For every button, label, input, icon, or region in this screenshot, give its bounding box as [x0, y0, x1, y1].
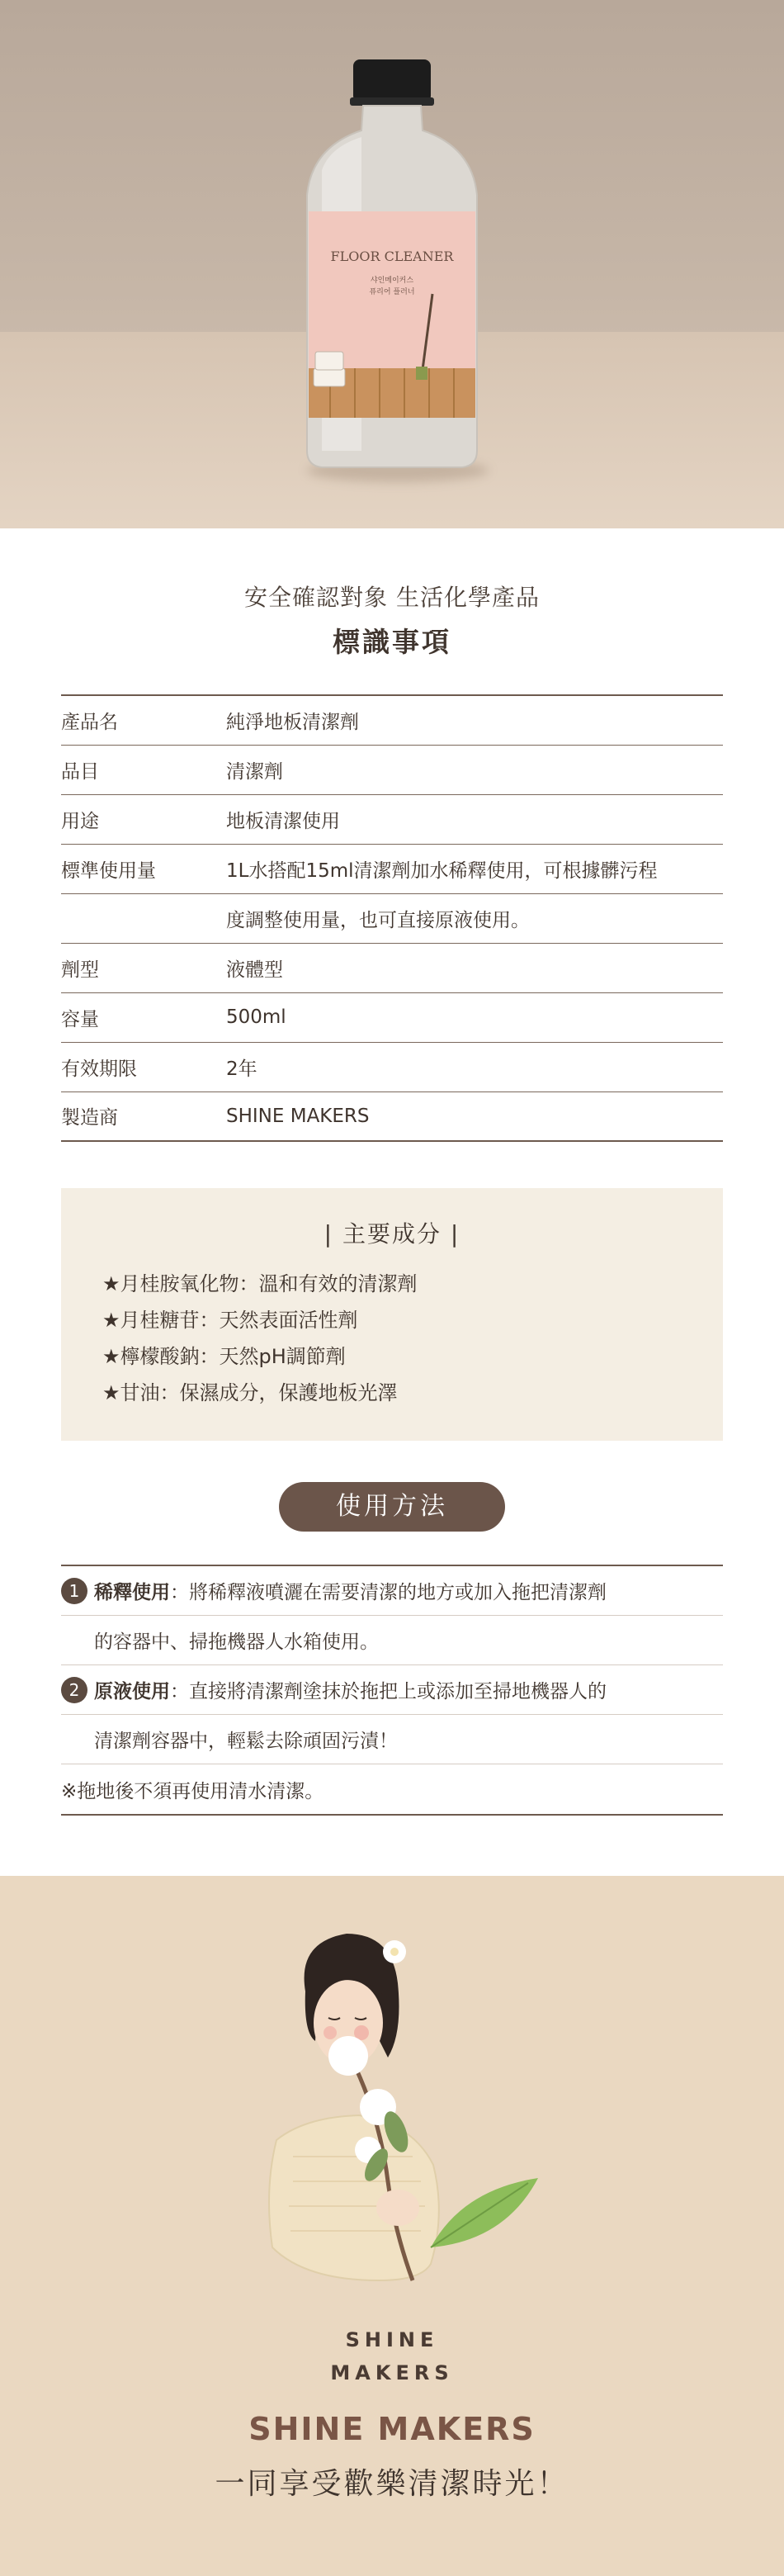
step-number-badge: 1	[61, 1578, 87, 1604]
spec-value: SHINE MAKERS	[226, 1105, 370, 1127]
spec-value: 清潔劑	[226, 745, 723, 794]
step-number-badge: 2	[61, 1677, 87, 1703]
woman-with-cotton-illustration	[215, 1917, 569, 2346]
spec-key: 製造商	[61, 1107, 118, 1129]
usage-step-1	[61, 1566, 723, 1616]
step-text: 的容器中、掃拖機器人水箱使用。	[94, 1631, 379, 1653]
spec-row	[61, 992, 723, 1042]
spec-row	[61, 844, 723, 893]
spec-key: 容量	[61, 992, 226, 1042]
spec-value: 2年	[226, 1042, 723, 1091]
spec-row	[61, 745, 723, 794]
spec-row	[61, 794, 723, 844]
spec-key: 標準使用量	[61, 844, 226, 893]
spec-value: 度調整使用量，也可直接原液使用。	[226, 893, 723, 943]
usage-note: ※拖地後不須再使用清水清潔。	[61, 1780, 324, 1802]
ingredient-item: ★檸檬酸鈉：天然pH調節劑	[102, 1345, 346, 1368]
bottle-cap-ring	[350, 97, 434, 106]
usage-note-row	[61, 1764, 723, 1814]
step-heading: 稀釋使用	[94, 1582, 170, 1603]
spec-row	[61, 1091, 723, 1141]
spec-value: 純淨地板清潔劑	[226, 695, 723, 745]
step-text: ：直接將清潔劑塗抹於拖把上或添加至掃地機器人的	[170, 1681, 607, 1702]
brand-slogan: 一同享受歡樂清潔時光！	[215, 2467, 569, 2501]
spec-section	[0, 528, 784, 1142]
spec-value: 1L水搭配15ml清潔劑加水稀釋使用，可根據髒污程	[226, 844, 723, 893]
spec-key: 劑型	[61, 943, 226, 992]
ingredient-item: ★月桂胺氧化物：溫和有效的清潔劑	[102, 1272, 418, 1295]
usage-step-2-continued	[61, 1715, 723, 1764]
bottle-cap	[353, 59, 431, 102]
ingredient-item: ★月桂糖苷：天然表面活性劑	[102, 1309, 358, 1332]
brand-logo-line1: SHINE	[345, 2328, 439, 2351]
spec-row-continued	[61, 893, 723, 943]
ingredient-item: ★甘油：保濕成分，保護地板光澤	[102, 1381, 398, 1404]
usage-heading-pill: 使用方法	[279, 1482, 505, 1532]
cotton-boll	[328, 2036, 368, 2076]
hero-product-photo	[0, 0, 784, 528]
bottle-label-ko-2: 퓨리어 플러너	[369, 288, 415, 296]
spec-key: 品目	[61, 745, 226, 794]
ingredients-title: | 主要成分 |	[324, 1220, 460, 1248]
brand-logo-line2: MAKERS	[330, 2361, 454, 2384]
brand-footer	[0, 1876, 784, 2576]
towel-icon	[314, 368, 345, 386]
spec-row	[61, 695, 723, 745]
spec-key: 用途	[61, 794, 226, 844]
spec-value: 地板清潔使用	[226, 794, 723, 844]
spec-title: 標識事項	[333, 626, 451, 658]
spec-value: 500ml	[226, 992, 723, 1042]
brand-name: SHINE MAKERS	[248, 2411, 536, 2447]
usage-step-2	[61, 1665, 723, 1715]
bottle-label-ko-1: 샤인메이커스	[370, 277, 414, 285]
spec-row	[61, 1042, 723, 1091]
spec-key: 產品名	[61, 695, 226, 745]
spec-key: 有效期限	[61, 1042, 226, 1091]
bottle-label-en: FLOOR CLEANER	[330, 249, 454, 264]
hand-shape	[376, 2190, 419, 2226]
usage-step-1-continued	[61, 1616, 723, 1665]
usage-steps	[61, 1565, 723, 1816]
floor-cleaner-bottle	[297, 54, 487, 476]
ingredients-list	[102, 1266, 723, 1411]
step-text: 清潔劑容器中，輕鬆去除頑固污漬！	[94, 1731, 398, 1752]
step-text: ：將稀釋液噴灑在需要清潔的地方或加入拖把清潔劑	[170, 1582, 607, 1603]
spec-row	[61, 943, 723, 992]
spec-subtitle: 安全確認對象 生活化學產品	[244, 584, 540, 611]
spec-table	[61, 694, 723, 1142]
step-heading: 原液使用	[94, 1681, 170, 1702]
ingredients-box	[61, 1188, 723, 1441]
spec-value: 液體型	[226, 943, 723, 992]
